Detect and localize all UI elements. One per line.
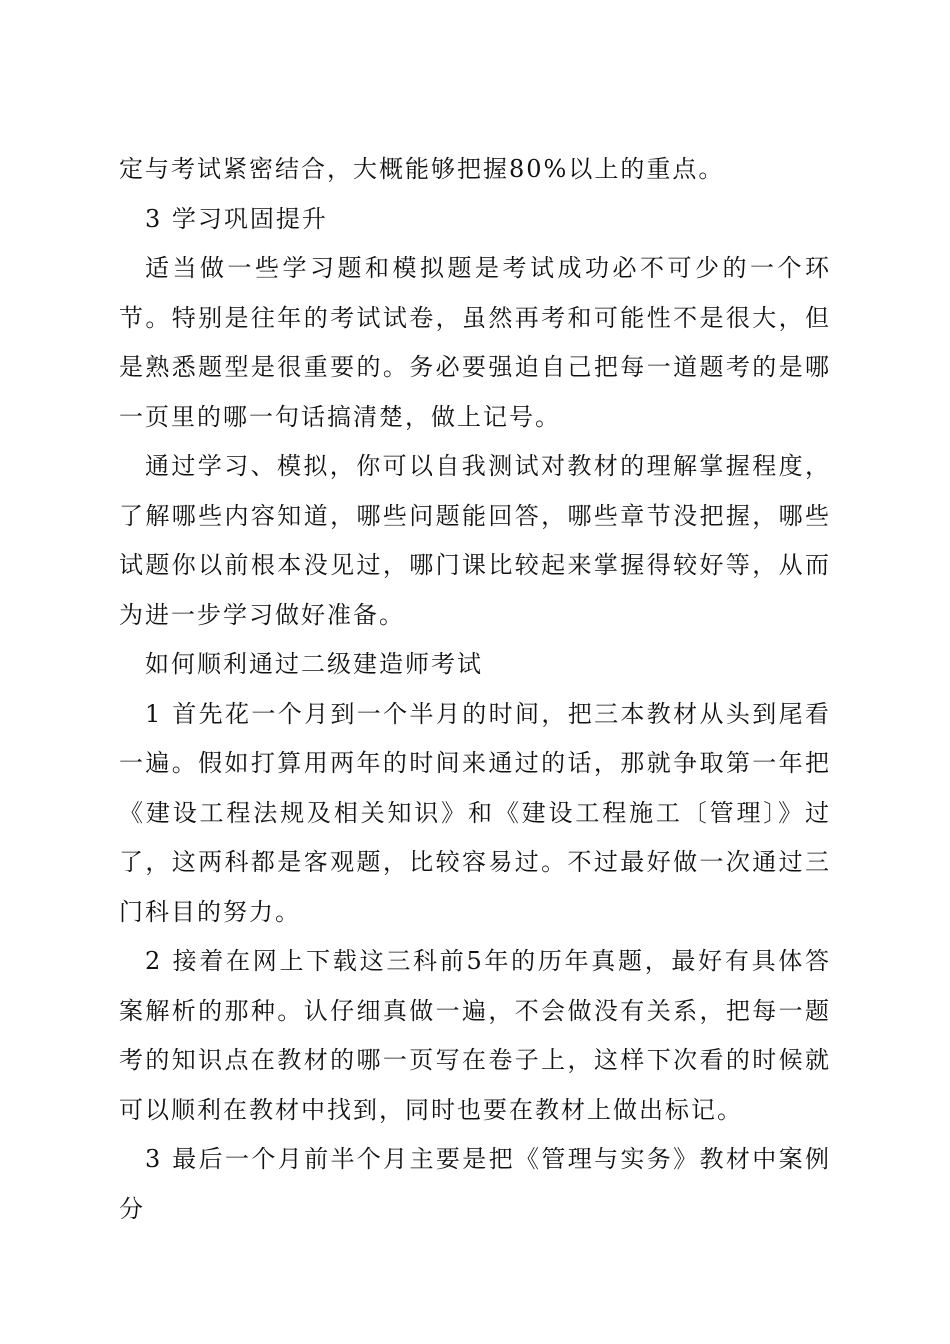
section-heading-how-to-pass: 如何顺利通过二级建造师考试 <box>145 650 483 678</box>
document-body <box>119 145 831 1234</box>
paragraph-step-3: 3 最后一个月前半个月主要是把《管理与实务》教材中案例分 <box>119 1145 831 1223</box>
paragraph-step-1: 1 首先花一个月到一个半月的时间，把三本教材从头到尾看一遍。假如打算用两年的时间来通过的话，那就争取第一年把《建设工程法规及相关知识》和《建设工程施工〔管理〕》过了，这两科都是客观题，比较容易过。不过最好做一次通过三门科目的努力。 <box>119 699 831 926</box>
paragraph-step-2: 2 接着在网上下载这三科前5年的历年真题，最好有具体答案解析的那种。认仔细真做一遍，不会做没有关系，把每一题考的知识点在教材的哪一页写在卷子上，这样下次看的时候就可以顺利在教材中找到，同时也要在教材上做出标记。 <box>119 947 831 1124</box>
paragraph-continuation: 定与考试紧密结合，大概能够把握80%以上的重点。 <box>119 155 725 183</box>
section-heading-study-consolidate: 3 学习巩固提升 <box>145 204 328 233</box>
paragraph-self-test: 通过学习、模拟，你可以自我测试对教材的理解掌握程度，了解哪些内容知道，哪些问题能回答，哪些章节没把握，哪些试题你以前根本没见过，哪门课比较起来掌握得较好等，从而为进一步学习做好准备。 <box>119 452 831 629</box>
paragraph-practice-exercises: 适当做一些学习题和模拟题是考试成功必不可少的一个环节。特别是往年的考试试卷，虽然再考和可能性不是很大，但是熟悉题型是很重要的。务必要强迫自己把每一道题考的是哪一页里的哪一句话搞清楚，做上记号。 <box>119 254 831 431</box>
